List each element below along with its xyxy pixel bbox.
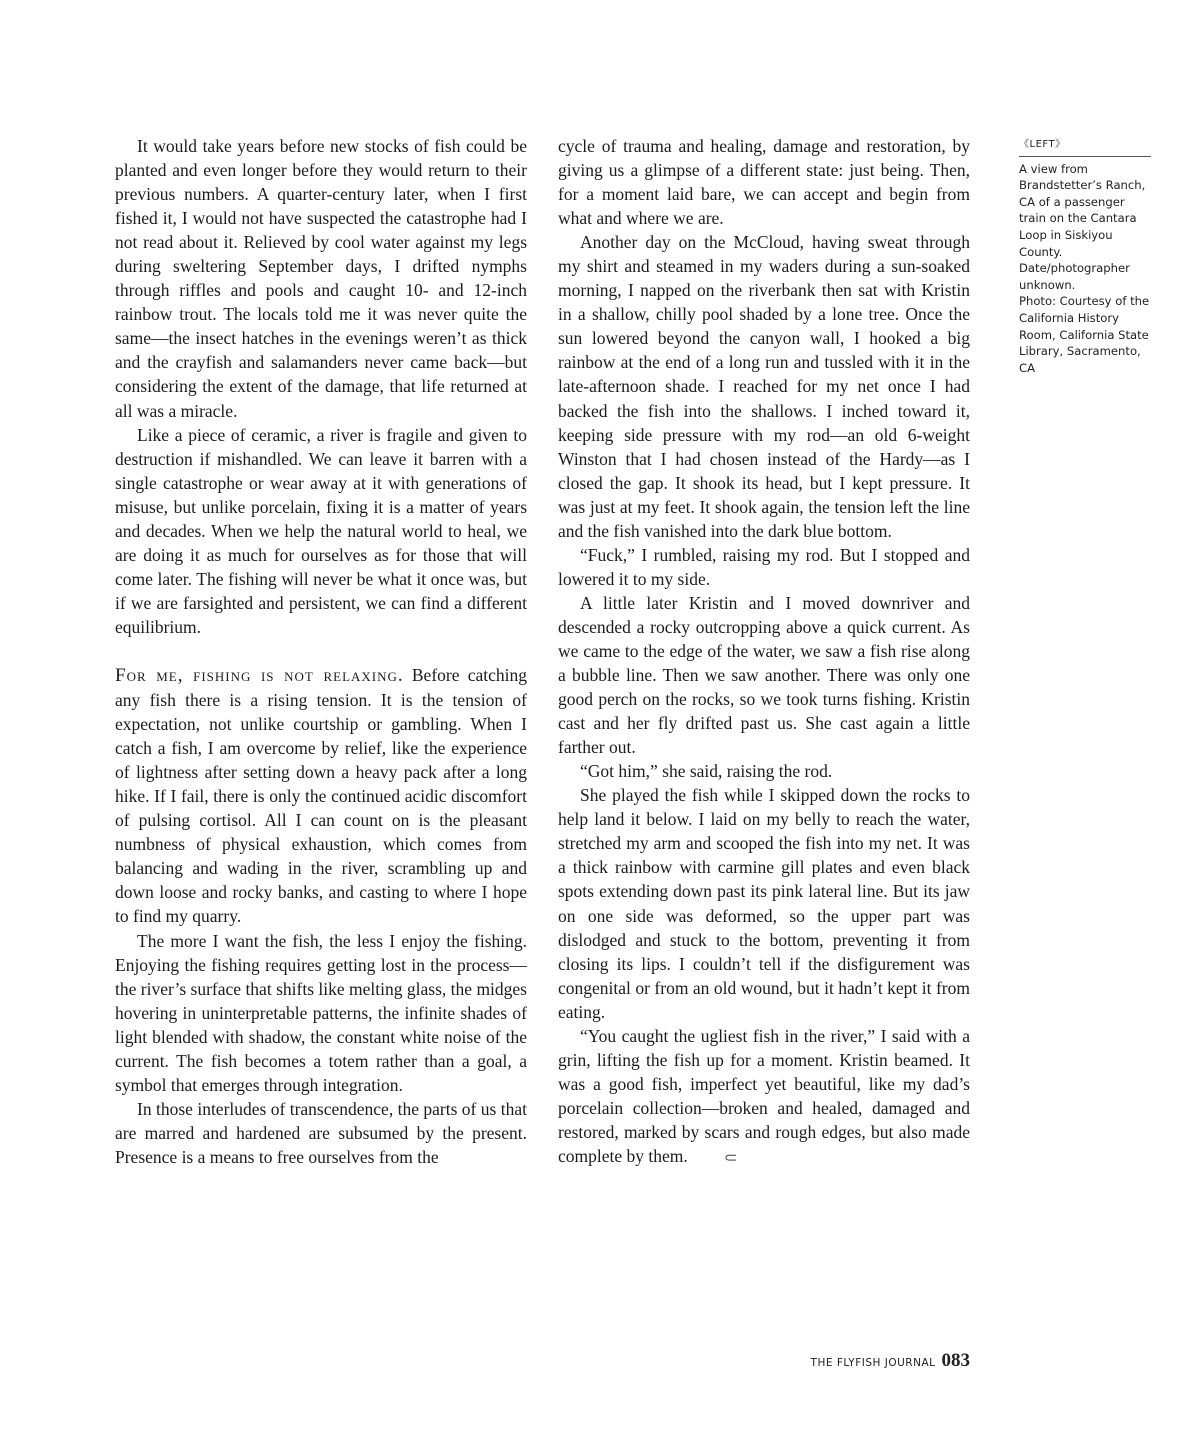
page-number: 083 [941,1350,970,1371]
paragraph: Another day on the McCloud, having sweat through my shirt and steamed in my waders during a sun-soaked morning, I napped on the riverbank then sat with Kristin in a shallow, chilly pool shaded by a lone tree. Once the sun lowered beyond the canyon wall, I hooked a big rainbow at the end of a long run and tussled with it in the late-afternoon shade. I reached for my net once I had backed the fish into the shallows. I inched toward it, keeping side pressure with my rod—an old 6-weight Winston that I had chosen instead of the Hardy—as I closed the gap. It shook its head, but I kept pressure. It was just at my feet. It shook again, the tension left the line and the fish vanished into the dark blue bottom. [558,232,970,541]
journal-name: THE FLYFISH JOURNAL [810,1357,936,1369]
middle-text-column [558,134,970,1170]
closing-paragraph [558,1024,970,1170]
photo-caption-sidebar [1019,137,1151,376]
paragraph-text: Before catching any fish there is a rising tension. It is the tension of expectation, not unlike courtship or gambling. When I catch a fish, I am overcome by relief, like the experience of lightness after setting down a heavy pack after a long hike. If I fail, there is only the continued acidic discomfort of pulsing cortisol. All I can count on is the pleasant numbness of physical exhaustion, which comes from balancing and wading in the river, scrambling up and down loose and rocky banks, and casting to where I hope to find my quarry. [115,664,528,927]
paragraph: It would take years before new stocks of fish could be planted and even longer before they would return to their previous numbers. A quarter-century later, when I first fished it, I would not have suspected the catastrophe had I not read about it. Relieved by cool water against my legs during sweltering September days, I drifted nymphs through riffles and pools and caught 10- and 12-inch rainbow trout. The locals told me it was never quite the same—the insect hatches in the evenings weren’t as thick and the crayfish and salamanders never came back—but considering the extent of the damage, that life returned at all was a miracle. [115,136,527,421]
paragraph: In those interludes of transcendence, the parts of us that are marred and hardened are subsumed by the present. Presence is a means to free ourselves from the [115,1098,527,1167]
paragraph-text: “You caught the ugliest fish in the river,” I said with a grin, lifting the fish up for a moment. Kristin beamed. It was a good fish, imperfect yet beautiful, like my dad’s porcelain collection—broken and healed, damaged and restored, marked by scars and rough edges, but also made complete by them. [558,1025,970,1166]
paragraph: Like a piece of ceramic, a river is fragile and given to destruction if mishandled. We can leave it barren with a single catastrophe or wear away at it with generations of misuse, but unlike porcelain, fixing it is a matter of years and decades. When we help the natural world to heal, we are doing it as much for ourselves as for those that will come later. The fishing will never be what it once was, but if we are farsighted and persistent, we can find a different equilibrium. [115,424,527,637]
end-of-article-icon: ⸦ [721,1147,740,1168]
paragraph: She played the fish while I skipped down the rocks to help land it below. I laid on my belly to reach the water, stretched my arm and scooped the fish into my net. It was a thick rainbow with carmine gill plates and even black spots extending down past its pink lateral line. But its jaw on one side was deformed, so the upper part was dislodged and stuck to the bottom, preventing it from closing its lips. I couldn’t tell if the disfigurement was congenital or from an old wound, but it hadn’t kept it from eating. [558,785,970,1022]
left-text-column [115,134,527,1169]
caption-text: A view from Brandstetter’s Ranch, CA of a passenger train on the Cantara Loop in Siskiyou County. Date/photographer unknown. [1019,161,1146,292]
section-lead-in: For me, fishing is not relaxing. [115,664,404,686]
paragraph: A little later Kristin and I moved downriver and descended a rocky outcropping above a quick current. As we came to the edge of the water, we saw a fish rise along a bubble line. Then we saw another. There was only one good perch on the rocks, so we took turns fishing. Kristin cast and her fly drifted past us. She cast again a little farther out. [558,592,970,758]
page-footer [800,1350,970,1372]
paragraph: “Fuck,” I rumbled, raising my rod. But I stopped and lowered it to my side. [558,544,970,589]
section-opening-paragraph [115,663,527,929]
paragraph: The more I want the fish, the less I enjoy the fishing. Enjoying the fishing requires getting lost in the process—the river’s surface that shifts like melting glass, the midges hovering in uninterpretable patterns, the infinite shades of light blended with shadow, the constant white noise of the current. The fish becomes a totem rather than a goal, a symbol that emerges through integration. [115,930,527,1095]
caption-direction-label: 《LEFT》 [1019,137,1151,157]
paragraph: “Got him,” she said, raising the rod. [580,761,833,782]
photo-credit: Photo: Courtesy of the California History Room, California State Library, Sacramento, CA [1019,294,1150,375]
paragraph: cycle of trauma and healing, damage and restoration, by giving us a glimpse of a different state: just being. Then, for a moment laid bare, we can accept and begin from what and where we are. [558,136,970,229]
